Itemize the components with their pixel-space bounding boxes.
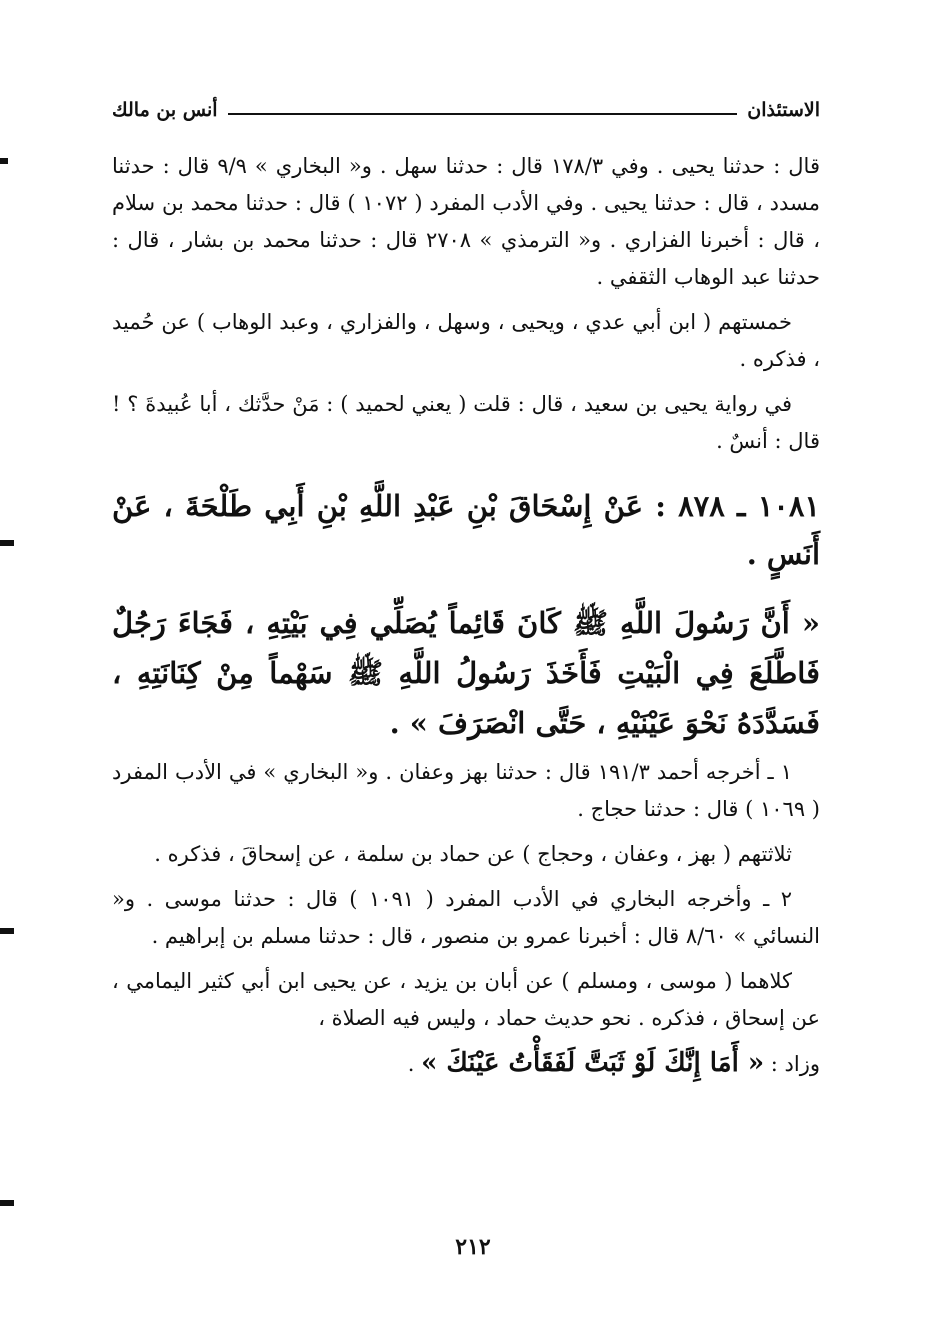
- scan-mark: [0, 928, 14, 934]
- closing-suffix: .: [407, 1052, 422, 1076]
- closing-quote: « أَمَا إِنَّكَ لَوْ ثَبَتَّ لَفَقَأْتُ عَيْنَكَ »: [421, 1048, 765, 1078]
- header-rule: [228, 113, 738, 115]
- page-content: [112, 148, 820, 1091]
- footnote-closing-line: [112, 1045, 820, 1083]
- closing-prefix: وزاد :: [764, 1052, 820, 1076]
- footnote-paragraph: ثلاثتهم ( بهز ، وعفان ، وحجاج ) عن حماد بن سلمة ، عن إسحاقَ ، فذكره .: [154, 842, 792, 866]
- hadith-heading: ١٠٨١ ـ ٨٧٨ : عَنْ إِسْحَاقَ بْنِ عَبْدِ اللَّهِ بْنِ أَبِي طَلْحَةَ ، عَنْ أَنَسٍ .: [112, 489, 820, 571]
- page-header: [112, 92, 820, 128]
- footnote-paragraph: ٢ ـ وأخرجه البخاري في الأدب المفرد ( ١٠٩١ ) قال : حدثنا موسى . و« النسائي » ٨/٦٠ قال : أخبرنا عمرو بن منصور ، قال : حدثنا مسلم بن إبراهيم .: [112, 887, 820, 948]
- scan-mark: [0, 1200, 14, 1206]
- footnote-paragraph: ١ ـ أخرجه أحمد ١٩١/٣ قال : حدثنا بهز وعفان . و« البخاري » في الأدب المفرد ( ١٠٦٩ ) قال : حدثنا حجاج .: [112, 760, 820, 821]
- companion-title: أنس بن مالك: [112, 99, 218, 121]
- page-number: ٢١٢: [455, 1234, 491, 1260]
- takhrij-paragraph: قال : حدثنا يحيى . وفي ١٧٨/٣ قال : حدثنا سهل . و« البخاري » ٩/٩ قال : حدثنا مسدد ، قال : حدثنا يحيى . وفي الأدب المفرد ( ١٠٧٢ ) قال : حدثنا محمد بن سلام ، قال : أخبرنا الفزاري . و« الترمذي » ٢٧٠٨ قال : حدثنا محمد بن بشار ، قال : حدثنا عبد الوهاب الثقفي .: [112, 154, 820, 289]
- takhrij-paragraph: في رواية يحيى بن سعيد ، قال : قلت ( يعني لحميد ) : مَنْ حدَّثك ، أبا عُبيدةَ ؟ ! قال : أنسٌ .: [112, 392, 820, 453]
- hadith-text: « أَنَّ رَسُولَ اللَّهِ ﷺ كَانَ قَائِماً يُصَلِّي فِي بَيْتِهِ ، فَجَاءَ رَجُلٌ فَاطَّلَعَ فِي الْبَيْتِ فَأَخَذَ رَسُولُ اللَّهِ ﷺ سَهْماً مِنْ كِنَانَتِهِ ، فَسَدَّدَهُ نَحْوَ عَيْنَيْهِ ، حَتَّى انْصَرَفَ » .: [112, 606, 820, 740]
- scan-mark: [0, 158, 8, 164]
- chapter-title: الاستئذان: [747, 99, 820, 121]
- scan-mark: [0, 540, 14, 546]
- takhrij-paragraph: خمستهم ( ابن أبي عدي ، ويحيى ، وسهل ، والفزاري ، وعبد الوهاب ) عن حُميد ، فذكره .: [112, 310, 820, 371]
- footnote-paragraph: كلاهما ( موسى ، ومسلم ) عن أبان بن يزيد ، عن يحيى ابن أبي كثير اليمامي ، عن إسحاق ، فذكره . نحو حديث حماد ، وليس فيه الصلاة ،: [112, 969, 820, 1030]
